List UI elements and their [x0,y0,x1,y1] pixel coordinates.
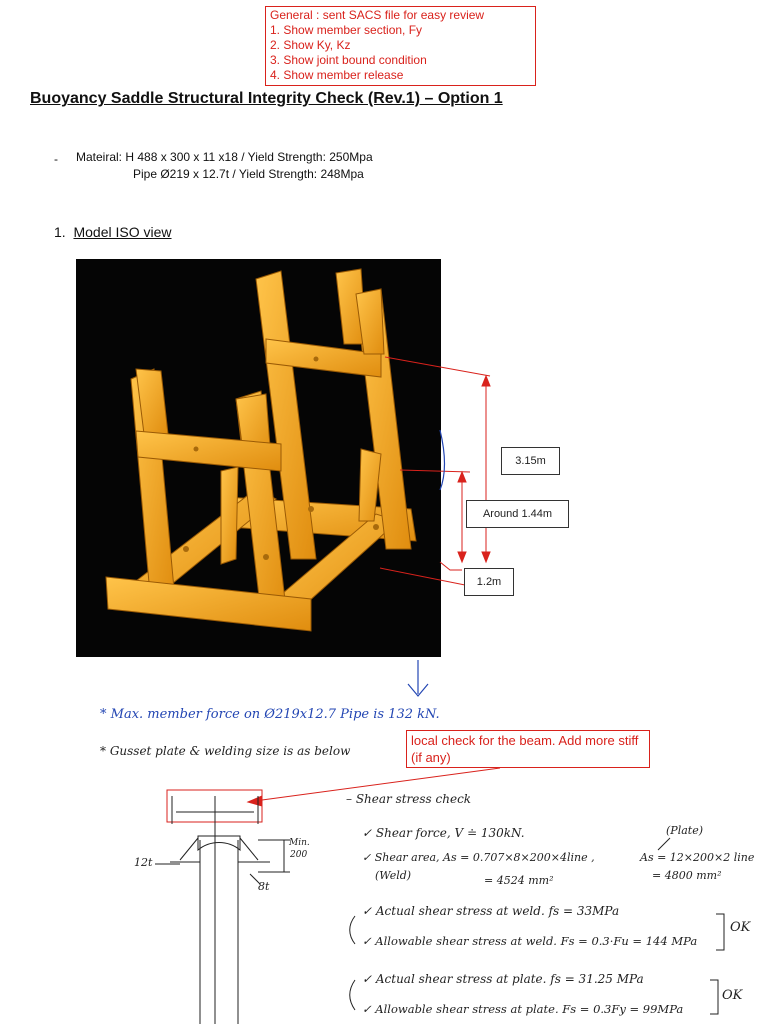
material-line-2: Pipe Ø219 x 12.7t / Yield Strength: 248Mpa [133,167,364,181]
actual-shear-plate: ✓ Actual shear stress at plate. fs = 31.25 MPa [362,972,644,986]
sketch-weld-size: 8t [258,880,270,893]
note-gusset-plate: * Gusset plate & welding size is as below [100,744,351,758]
weld-label: (Weld) [375,869,412,882]
section-number: 1. [54,224,66,240]
section-heading [54,224,172,240]
shear-area-line: ✓ Shear area, As = 0.707×8×200×4line , [362,851,595,864]
review-line: 3. Show joint bound condition [270,53,427,67]
allowable-shear-weld: ✓ Allowable shear stress at weld. Fs = 0.3·Fu = 144 MPa [362,934,698,948]
material-line-1: Mateiral: H 488 x 300 x 11 x18 / Yield Strength: 250Mpa [76,150,373,164]
sketch-plate-thickness: 12t [134,856,153,869]
ok-mark-2: OK [722,988,743,1003]
dimension-label-3-15m: 3.15m [501,447,560,475]
dimension-label-1-44m: Around 1.44m [466,500,569,528]
local-check-highlight [167,790,262,822]
area-plate-formula: As = 12×200×2 line [640,851,755,864]
arrow-head-icon [458,472,466,482]
area-weld-value: = 4524 mm² [484,874,554,887]
actual-shear-weld: ✓ Actual shear stress at weld. fs = 33MPa [362,904,620,918]
review-line: 1. Show member section, Fy [270,23,423,37]
arrow-head-icon [248,796,262,806]
plate-label: (Plate) [666,824,703,837]
hand-arrow-icon [408,660,428,696]
note-max-member-force: * Max. member force on Ø219x12.7 Pipe is 132 kN. [100,707,440,722]
review-line: 4. Show member release [270,68,404,82]
material-bullet: - [54,152,58,166]
area-plate-value: = 4800 mm² [652,869,722,882]
saddle-structure-drawing [76,259,441,657]
ok-mark-1: OK [730,920,751,935]
section-title: Model ISO view [73,224,172,240]
review-comment-box [265,6,536,86]
shear-check-heading: – Shear stress check [346,792,472,806]
local-check-note: local check for the beam. Add more stiff (if any) [406,730,650,768]
dimension-line [440,562,462,570]
dimension-label-1-2m: 1.2m [464,568,514,596]
arrow-head-icon [482,552,490,562]
review-line: 2. Show Ky, Kz [270,38,351,52]
model-iso-view [76,259,441,657]
sketch-min-label: Min. [289,838,310,848]
shear-force-line: ✓ Shear force, V ≐ 130kN. [362,826,525,840]
sketch-length-label: 200 [290,850,308,860]
review-line: General : sent SACS file for easy review [270,8,485,22]
arrow-head-icon [458,552,466,562]
allowable-shear-plate: ✓ Allowable shear stress at plate. Fs = 0.3Fy = 99MPa [362,1002,684,1016]
document-title: Buoyancy Saddle Structural Integrity Check (Rev.1) – Option 1 [30,90,503,107]
arrow-head-icon [482,376,490,386]
